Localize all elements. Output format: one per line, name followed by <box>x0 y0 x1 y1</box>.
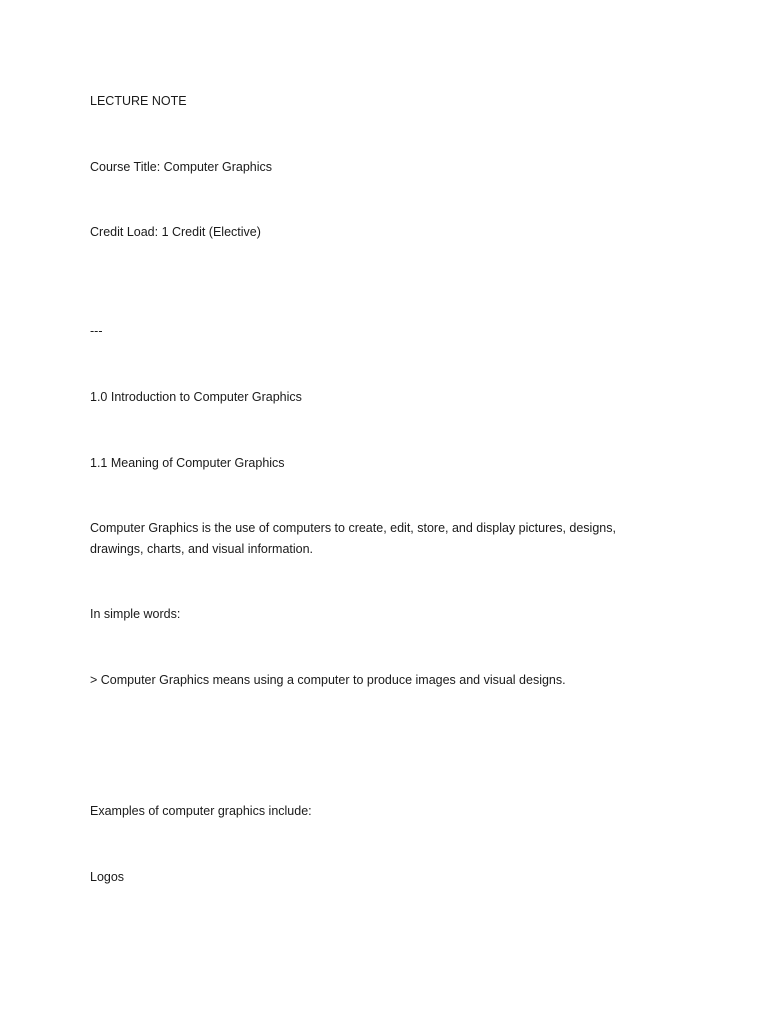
examples-intro: Examples of computer graphics include: <box>90 804 312 818</box>
blockquote-line: > Computer Graphics means using a computer to produce images and visual designs. <box>90 673 566 687</box>
separator-line: --- <box>90 324 103 338</box>
definition-paragraph: Computer Graphics is the use of computers to create, edit, store, and display pictures, designs, drawings, charts, and visual information. <box>90 521 616 556</box>
credit-load-line: Credit Load: 1 Credit (Elective) <box>90 225 261 239</box>
subsection-heading-meaning: 1.1 Meaning of Computer Graphics <box>90 456 285 470</box>
simple-words-intro: In simple words: <box>90 607 181 621</box>
course-title-line: Course Title: Computer Graphics <box>90 160 273 174</box>
lecture-note-heading: LECTURE NOTE <box>90 94 187 108</box>
section-heading-intro: 1.0 Introduction to Computer Graphics <box>90 390 302 404</box>
example-item-logos: Logos <box>90 870 125 884</box>
